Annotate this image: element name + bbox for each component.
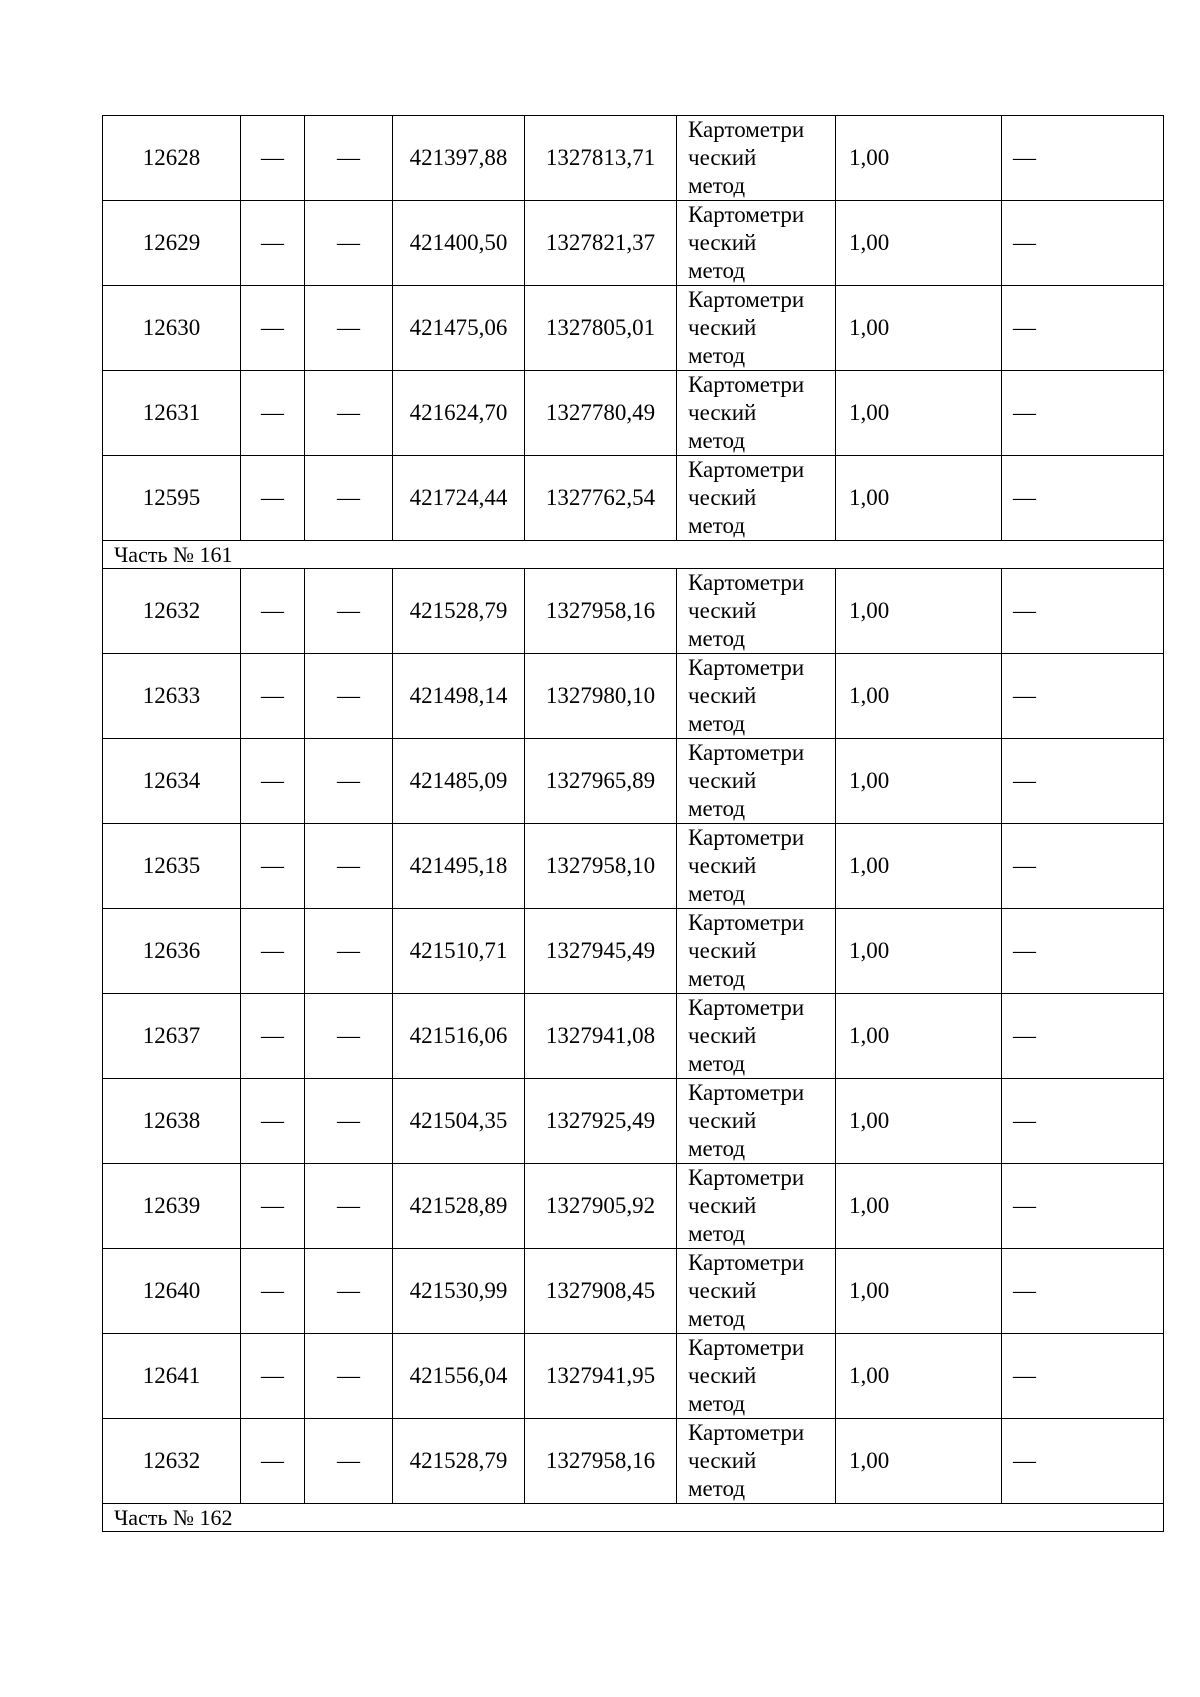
empty-x-cell: —	[241, 1334, 305, 1419]
description-cell: —	[1002, 1419, 1164, 1504]
point-number-cell: 12637	[103, 994, 241, 1079]
method-cell	[677, 201, 836, 286]
y-coordinate-cell: 1327958,16	[525, 1419, 677, 1504]
empty-x-cell: —	[241, 1164, 305, 1249]
coordinates-table	[102, 115, 1164, 1532]
x-coordinate-cell: 421495,18	[393, 824, 525, 909]
table-row	[103, 1164, 1164, 1249]
table-row	[103, 994, 1164, 1079]
empty-x-cell: —	[241, 1249, 305, 1334]
precision-cell: 1,00	[836, 201, 1002, 286]
point-number-cell: 12632	[103, 1419, 241, 1504]
method-text-line: Картометри	[688, 740, 805, 765]
method-cell	[677, 286, 836, 371]
method-text-line: Картометри	[688, 1250, 805, 1275]
precision-cell: 1,00	[836, 286, 1002, 371]
y-coordinate-cell: 1327908,45	[525, 1249, 677, 1334]
table-row	[103, 1419, 1164, 1504]
y-coordinate-cell: 1327958,10	[525, 824, 677, 909]
precision-cell: 1,00	[836, 1334, 1002, 1419]
description-cell: —	[1002, 824, 1164, 909]
y-coordinate-cell: 1327762,54	[525, 456, 677, 541]
empty-x-cell: —	[241, 824, 305, 909]
precision-cell: 1,00	[836, 116, 1002, 201]
precision-cell: 1,00	[836, 371, 1002, 456]
method-cell	[677, 1079, 836, 1164]
method-text-line: метод	[688, 711, 746, 736]
method-text-line: ческий	[688, 853, 757, 878]
method-text-line: Картометри	[688, 910, 805, 935]
method-cell	[677, 994, 836, 1079]
precision-cell: 1,00	[836, 824, 1002, 909]
empty-x-cell: —	[241, 456, 305, 541]
point-number-cell: 12640	[103, 1249, 241, 1334]
point-number-cell: 12641	[103, 1334, 241, 1419]
method-text-line: Картометри	[688, 202, 805, 227]
table-row	[103, 371, 1164, 456]
x-coordinate-cell: 421530,99	[393, 1249, 525, 1334]
empty-y-cell: —	[305, 739, 393, 824]
empty-x-cell: —	[241, 286, 305, 371]
empty-y-cell: —	[305, 1334, 393, 1419]
method-text-line: Картометри	[688, 995, 805, 1020]
x-coordinate-cell: 421556,04	[393, 1334, 525, 1419]
empty-y-cell: —	[305, 1419, 393, 1504]
x-coordinate-cell: 421485,09	[393, 739, 525, 824]
method-text-line: метод	[688, 513, 746, 538]
method-text-line: Картометри	[688, 570, 805, 595]
point-number-cell: 12628	[103, 116, 241, 201]
method-text-line: Картометри	[688, 1420, 805, 1445]
empty-y-cell: —	[305, 1249, 393, 1334]
method-text-line: ческий	[688, 1023, 757, 1048]
method-cell	[677, 909, 836, 994]
table-row	[103, 654, 1164, 739]
point-number-cell: 12634	[103, 739, 241, 824]
method-text-line: ческий	[688, 400, 757, 425]
method-text-line: ческий	[688, 1193, 757, 1218]
description-cell: —	[1002, 654, 1164, 739]
method-text-line: Картометри	[688, 655, 805, 680]
y-coordinate-cell: 1327813,71	[525, 116, 677, 201]
empty-x-cell: —	[241, 116, 305, 201]
method-text-line: Картометри	[688, 287, 805, 312]
x-coordinate-cell: 421528,89	[393, 1164, 525, 1249]
method-text-line: метод	[688, 1136, 746, 1161]
y-coordinate-cell: 1327925,49	[525, 1079, 677, 1164]
method-text-line: ческий	[688, 1363, 757, 1388]
method-text-line: метод	[688, 173, 746, 198]
table-row	[103, 569, 1164, 654]
table-row	[103, 739, 1164, 824]
table-body	[103, 116, 1164, 1532]
method-text-line: метод	[688, 1306, 746, 1331]
y-coordinate-cell: 1327980,10	[525, 654, 677, 739]
method-cell	[677, 456, 836, 541]
table-row	[103, 909, 1164, 994]
method-text-line: ческий	[688, 938, 757, 963]
method-text-line: Картометри	[688, 1165, 805, 1190]
table-row	[103, 116, 1164, 201]
description-cell: —	[1002, 1079, 1164, 1164]
y-coordinate-cell: 1327821,37	[525, 201, 677, 286]
x-coordinate-cell: 421528,79	[393, 1419, 525, 1504]
method-text-line: ческий	[688, 145, 757, 170]
empty-x-cell: —	[241, 909, 305, 994]
empty-y-cell: —	[305, 1164, 393, 1249]
description-cell: —	[1002, 569, 1164, 654]
description-cell: —	[1002, 116, 1164, 201]
precision-cell: 1,00	[836, 456, 1002, 541]
section-header-row	[103, 541, 1164, 569]
method-text-line: метод	[688, 1476, 746, 1501]
table-row	[103, 201, 1164, 286]
description-cell: —	[1002, 456, 1164, 541]
x-coordinate-cell: 421475,06	[393, 286, 525, 371]
method-cell	[677, 116, 836, 201]
x-coordinate-cell: 421504,35	[393, 1079, 525, 1164]
method-text-line: ческий	[688, 1448, 757, 1473]
description-cell: —	[1002, 201, 1164, 286]
precision-cell: 1,00	[836, 1164, 1002, 1249]
y-coordinate-cell: 1327941,95	[525, 1334, 677, 1419]
empty-y-cell: —	[305, 456, 393, 541]
empty-y-cell: —	[305, 909, 393, 994]
description-cell: —	[1002, 371, 1164, 456]
method-text-line: Картометри	[688, 1080, 805, 1105]
table-row	[103, 824, 1164, 909]
description-cell: —	[1002, 739, 1164, 824]
empty-y-cell: —	[305, 116, 393, 201]
method-text-line: метод	[688, 966, 746, 991]
empty-x-cell: —	[241, 654, 305, 739]
precision-cell: 1,00	[836, 654, 1002, 739]
precision-cell: 1,00	[836, 1079, 1002, 1164]
y-coordinate-cell: 1327905,92	[525, 1164, 677, 1249]
description-cell: —	[1002, 1249, 1164, 1334]
y-coordinate-cell: 1327941,08	[525, 994, 677, 1079]
method-text-line: ческий	[688, 1278, 757, 1303]
x-coordinate-cell: 421528,79	[393, 569, 525, 654]
y-coordinate-cell: 1327958,16	[525, 569, 677, 654]
empty-x-cell: —	[241, 994, 305, 1079]
x-coordinate-cell: 421397,88	[393, 116, 525, 201]
method-cell	[677, 1419, 836, 1504]
method-cell	[677, 569, 836, 654]
method-text-line: ческий	[688, 683, 757, 708]
method-text-line: метод	[688, 428, 746, 453]
description-cell: —	[1002, 994, 1164, 1079]
x-coordinate-cell: 421400,50	[393, 201, 525, 286]
y-coordinate-cell: 1327965,89	[525, 739, 677, 824]
point-number-cell: 12633	[103, 654, 241, 739]
method-text-line: метод	[688, 1391, 746, 1416]
empty-x-cell: —	[241, 201, 305, 286]
empty-y-cell: —	[305, 201, 393, 286]
empty-y-cell: —	[305, 824, 393, 909]
point-number-cell: 12638	[103, 1079, 241, 1164]
method-text-line: ческий	[688, 315, 757, 340]
empty-x-cell: —	[241, 739, 305, 824]
section-header-row	[103, 1504, 1164, 1532]
empty-y-cell: —	[305, 371, 393, 456]
method-text-line: метод	[688, 626, 746, 651]
method-text-line: метод	[688, 881, 746, 906]
y-coordinate-cell: 1327805,01	[525, 286, 677, 371]
precision-cell: 1,00	[836, 1249, 1002, 1334]
method-text-line: Картометри	[688, 825, 805, 850]
empty-y-cell: —	[305, 994, 393, 1079]
method-cell	[677, 371, 836, 456]
precision-cell: 1,00	[836, 739, 1002, 824]
precision-cell: 1,00	[836, 909, 1002, 994]
method-cell	[677, 1249, 836, 1334]
description-cell: —	[1002, 286, 1164, 371]
method-text-line: ческий	[688, 768, 757, 793]
method-cell	[677, 654, 836, 739]
empty-x-cell: —	[241, 1419, 305, 1504]
empty-x-cell: —	[241, 1079, 305, 1164]
y-coordinate-cell: 1327945,49	[525, 909, 677, 994]
method-cell	[677, 1164, 836, 1249]
point-number-cell: 12630	[103, 286, 241, 371]
x-coordinate-cell: 421624,70	[393, 371, 525, 456]
method-text-line: Картометри	[688, 117, 805, 142]
x-coordinate-cell: 421724,44	[393, 456, 525, 541]
description-cell: —	[1002, 909, 1164, 994]
method-text-line: метод	[688, 796, 746, 821]
x-coordinate-cell: 421516,06	[393, 994, 525, 1079]
section-label: Часть № 162	[103, 1504, 1164, 1532]
method-cell	[677, 739, 836, 824]
description-cell: —	[1002, 1164, 1164, 1249]
point-number-cell: 12636	[103, 909, 241, 994]
method-text-line: метод	[688, 258, 746, 283]
point-number-cell: 12631	[103, 371, 241, 456]
method-text-line: ческий	[688, 598, 757, 623]
method-text-line: Картометри	[688, 1335, 805, 1360]
point-number-cell: 12639	[103, 1164, 241, 1249]
method-cell	[677, 1334, 836, 1419]
section-label: Часть № 161	[103, 541, 1164, 569]
empty-y-cell: —	[305, 569, 393, 654]
method-text-line: ческий	[688, 230, 757, 255]
x-coordinate-cell: 421498,14	[393, 654, 525, 739]
method-cell	[677, 824, 836, 909]
x-coordinate-cell: 421510,71	[393, 909, 525, 994]
table-row	[103, 456, 1164, 541]
table-row	[103, 286, 1164, 371]
point-number-cell: 12635	[103, 824, 241, 909]
table-row	[103, 1079, 1164, 1164]
method-text-line: ческий	[688, 485, 757, 510]
method-text-line: метод	[688, 343, 746, 368]
precision-cell: 1,00	[836, 1419, 1002, 1504]
method-text-line: метод	[688, 1221, 746, 1246]
empty-x-cell: —	[241, 371, 305, 456]
empty-x-cell: —	[241, 569, 305, 654]
table-row	[103, 1334, 1164, 1419]
method-text-line: ческий	[688, 1108, 757, 1133]
empty-y-cell: —	[305, 1079, 393, 1164]
method-text-line: Картометри	[688, 457, 805, 482]
y-coordinate-cell: 1327780,49	[525, 371, 677, 456]
empty-y-cell: —	[305, 654, 393, 739]
point-number-cell: 12595	[103, 456, 241, 541]
point-number-cell: 12629	[103, 201, 241, 286]
point-number-cell: 12632	[103, 569, 241, 654]
precision-cell: 1,00	[836, 569, 1002, 654]
empty-y-cell: —	[305, 286, 393, 371]
precision-cell: 1,00	[836, 994, 1002, 1079]
method-text-line: метод	[688, 1051, 746, 1076]
description-cell: —	[1002, 1334, 1164, 1419]
table-row	[103, 1249, 1164, 1334]
method-text-line: Картометри	[688, 372, 805, 397]
